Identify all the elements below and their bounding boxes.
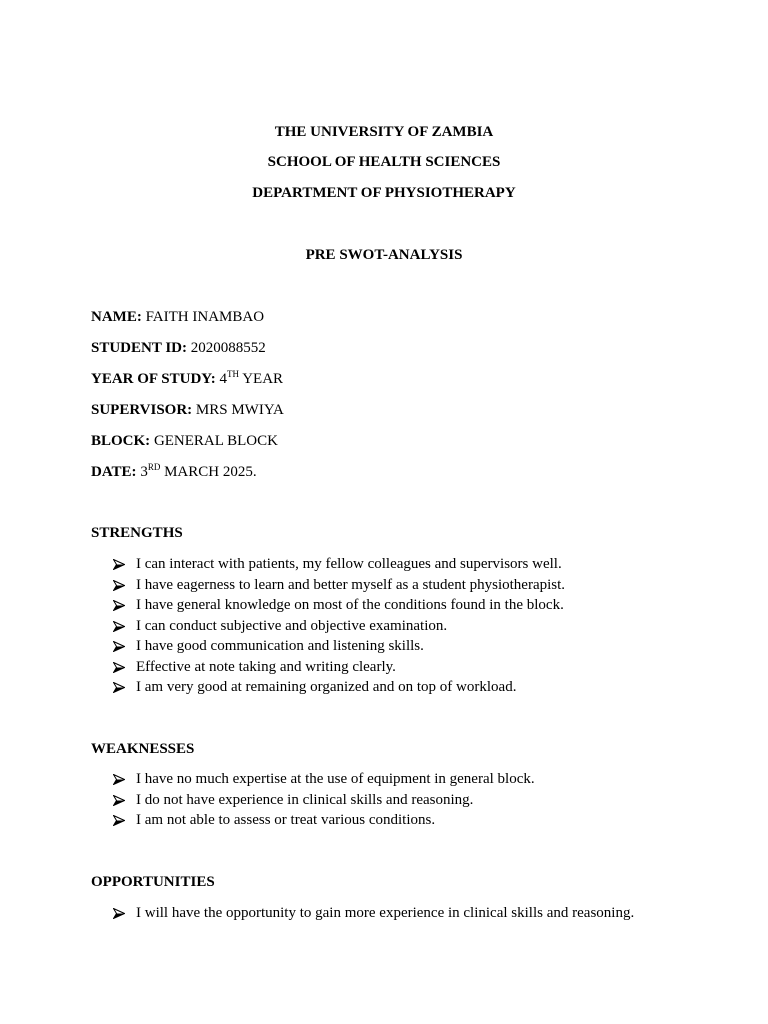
strengths-heading: STRENGTHS [91, 525, 183, 541]
list-item-text: I have good communication and listening skills. [136, 638, 424, 654]
year-of-study-field [91, 370, 283, 388]
student-id-label: STUDENT ID: [91, 340, 187, 356]
supervisor-field [91, 401, 284, 419]
name-value: FAITH INAMBAO [145, 309, 265, 325]
arrowhead-bullet-icon [113, 662, 125, 673]
arrowhead-bullet-icon [113, 641, 125, 652]
list-item-text: I can conduct subjective and objective examination. [136, 617, 448, 634]
university-heading: THE UNIVERSITY OF ZAMBIA [274, 124, 494, 140]
list-item-text: I have no much expertise at the use of equipment in general block. [136, 771, 535, 787]
list-item-text: I can interact with patients, my fellow colleagues and supervisors well. [136, 556, 562, 572]
year-superscript: TH [227, 369, 239, 379]
student-id-value: 2020088552 [190, 340, 266, 356]
arrowhead-bullet-icon [113, 815, 125, 826]
student-id-field [91, 339, 266, 357]
list-item-text: I am very good at remaining organized and on top of workload. [136, 679, 517, 695]
block-label: BLOCK: [91, 433, 151, 449]
block-field [91, 432, 278, 450]
arrowhead-bullet-icon [113, 580, 125, 591]
block-value: GENERAL BLOCK [153, 433, 278, 449]
list-item-text: I do not have experience in clinical skills and reasoning. [136, 791, 474, 808]
arrowhead-bullet-icon [113, 559, 125, 570]
date-superscript: RD [147, 462, 161, 472]
list-item-text: I will have the opportunity to gain more experience in clinical skills and reasoning. [136, 905, 635, 921]
list-item-text: I have eagerness to learn and better myself as a student physiotherapist. [136, 576, 566, 593]
arrowhead-bullet-icon [113, 795, 125, 806]
date-field [91, 463, 257, 481]
year-label: YEAR OF STUDY: [91, 371, 216, 387]
year-suffix: YEAR [242, 371, 284, 387]
name-field [91, 308, 264, 326]
name-label: NAME: [91, 309, 142, 325]
date-suffix: MARCH 2025. [164, 464, 257, 480]
year-number: 4 [219, 371, 227, 387]
department-heading: DEPARTMENT OF PHYSIOTHERAPY [252, 185, 516, 201]
date-label: DATE: [91, 464, 137, 480]
weaknesses-heading: WEAKNESSES [91, 741, 195, 757]
supervisor-label: SUPERVISOR: [91, 402, 193, 418]
list-item-text: I have general knowledge on most of the conditions found in the block. [136, 597, 564, 613]
supervisor-value: MRS MWIYA [195, 402, 284, 418]
school-heading: SCHOOL OF HEALTH SCIENCES [267, 154, 501, 170]
date-number: 3 [140, 464, 148, 480]
document-title: PRE SWOT-ANALYSIS [305, 247, 463, 263]
arrowhead-bullet-icon [113, 621, 125, 632]
arrowhead-bullet-icon [113, 682, 125, 693]
arrowhead-bullet-icon [113, 908, 125, 919]
list-item-text: I am not able to assess or treat various conditions. [136, 812, 436, 828]
opportunities-heading: OPPORTUNITIES [91, 874, 215, 890]
arrowhead-bullet-icon [113, 600, 125, 611]
arrowhead-bullet-icon [113, 774, 125, 785]
list-item-text: Effective at note taking and writing clearly. [136, 658, 396, 675]
